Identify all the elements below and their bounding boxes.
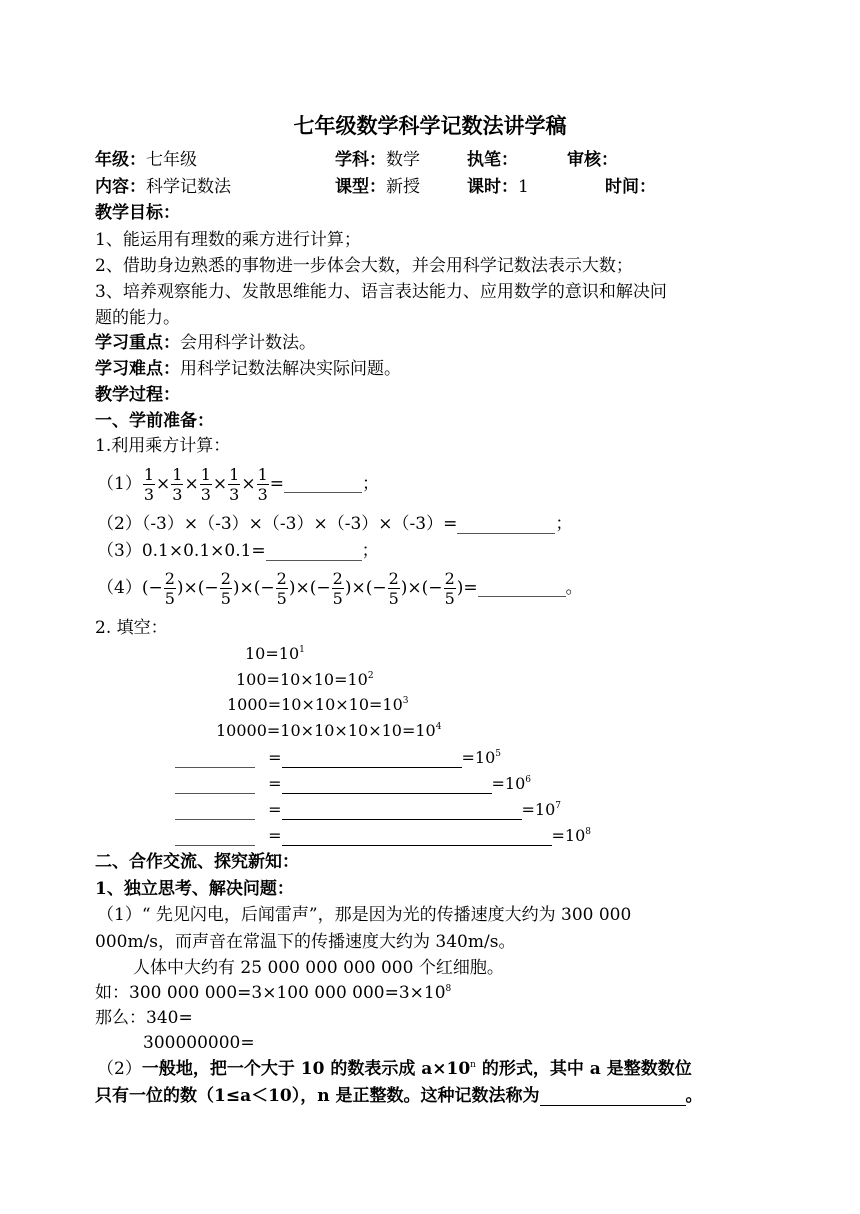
section1-heading: 一、学前准备： <box>95 411 214 431</box>
question-1: 1.利用乘方计算： <box>95 436 231 456</box>
definition-line-2: 只有一位的数（1≤a＜10），n 是正整数。这种记数法称为 。 <box>95 1086 703 1106</box>
power-line-4: $10000=10\times 10\times 10\times 10=10^4$ <box>216 721 442 740</box>
example-line: 如：300 000 000=3×100 000 $000=3\times 10^8$ <box>95 983 452 1003</box>
key-point-text: 会用科学计数法。 <box>180 333 316 353</box>
close-paren: ) <box>288 578 296 598</box>
period-field <box>467 177 529 197</box>
close-paren: ) <box>456 578 464 598</box>
fraction: $\frac{2}{5}$ <box>332 568 343 608</box>
subject-label: 学科： <box>335 150 386 170</box>
open-paren: (− <box>141 578 163 598</box>
power-line-2: $100=10\times 10=10^2$ <box>236 670 374 689</box>
problem-3-text: （3）0.1×0.1×0.1= <box>97 541 266 561</box>
period: 。 <box>565 578 583 598</box>
answer-blank[interactable] <box>175 777 255 794</box>
times-sign: × <box>212 474 228 494</box>
problem-3 <box>97 541 379 561</box>
power-blank-row-7: = $=10^7$ <box>175 800 561 820</box>
answer-blank[interactable] <box>175 829 255 846</box>
paragraph-1b: 000m/s，而声音在常温下的传播速度大约为 340m/s。 <box>95 932 516 952</box>
answer-blank[interactable] <box>284 476 362 493</box>
process-heading: 教学过程： <box>95 385 180 405</box>
big-number-line: 300000000= <box>143 1033 255 1053</box>
difficulty <box>95 359 401 379</box>
content-value: 科学记数法 <box>146 177 231 197</box>
answer-blank[interactable] <box>175 751 255 768</box>
close-paren: ) <box>232 578 240 598</box>
answer-blank[interactable] <box>478 580 566 597</box>
definition-line-1: （2）一般地，把一个大于 10 的数表示成 $a\times 10^n$ 的形式，其中 a 是整数数位 <box>97 1059 692 1079</box>
paragraph-2: 人体中大约有 25 000 000 000 000 个红细胞。 <box>133 958 504 978</box>
power-line-3: $1000=10\times 10\times 10=10^3$ <box>227 695 409 714</box>
equals-sign: = <box>269 474 285 494</box>
goals-heading: 教学目标： <box>95 203 180 223</box>
fraction: $\frac{2}{5}$ <box>276 568 287 608</box>
semicolon: ； <box>555 514 573 534</box>
goal-item-3a: 3、培养观察能力、发散思维能力、语言表达能力、应用数学的意识和解决问 <box>95 282 667 302</box>
answer-blank[interactable] <box>282 829 552 846</box>
subject-field <box>335 150 420 170</box>
content-field <box>95 177 231 197</box>
section2-sub1: 1、独立思考、解决问题： <box>95 879 294 899</box>
type-label: 课型： <box>335 177 386 197</box>
difficulty-label: 学习难点： <box>95 359 180 379</box>
problem-2 <box>97 514 572 534</box>
semicolon: ； <box>361 541 379 561</box>
problem-1 <box>97 462 379 506</box>
type-field <box>335 177 420 197</box>
open-paren: (− <box>421 578 443 598</box>
open-paren: (− <box>365 578 387 598</box>
goal-item-2: 2、借助身边熟悉的事物进一步体会大数，并会用科学记数法表示大数； <box>95 256 633 276</box>
fraction: $\frac{2}{5}$ <box>388 568 399 608</box>
paragraph-1a: （1）“ 先见闪电，后闻雷声”，那是因为光的传播速度大约为 300 000 <box>97 905 632 925</box>
answer-blank[interactable] <box>540 1089 686 1106</box>
close-paren: ) <box>344 578 352 598</box>
content-label: 内容： <box>95 177 146 197</box>
times-sign: × <box>295 578 310 598</box>
time-label: 时间： <box>605 177 656 197</box>
open-paren: (− <box>197 578 219 598</box>
times-sign: × <box>156 474 171 494</box>
equals-sign: = <box>463 578 478 598</box>
power-blank-row-6: = $=10^6$ <box>175 774 531 794</box>
grade-label: 年级： <box>95 150 146 170</box>
problem-2-text: （2）（-3）×（-3）×（-3）×（-3）×（-3）= <box>97 514 458 534</box>
problem-1-label: （1） <box>97 474 142 494</box>
close-paren: ) <box>176 578 184 598</box>
fraction: $\frac{1}{3}$ <box>172 464 183 504</box>
times-sign: × <box>407 578 422 598</box>
period-value: 1 <box>518 177 529 197</box>
difficulty-text: 用科学记数法解决实际问题。 <box>180 359 401 379</box>
fraction: $\frac{2}{5}$ <box>220 568 231 608</box>
grade-field <box>95 150 197 170</box>
power-line-1: $10=10^1$ <box>245 644 305 663</box>
times-sign: × <box>184 474 199 494</box>
fraction: $\frac{1}{3}$ <box>200 464 211 504</box>
times-sign: × <box>239 578 254 598</box>
type-value: 新授 <box>386 177 420 197</box>
problem-4-label: （4） <box>97 578 142 598</box>
open-paren: (− <box>309 578 331 598</box>
answer-blank[interactable] <box>282 777 492 794</box>
problem-4 <box>97 566 583 610</box>
fraction: $\frac{1}{3}$ <box>143 464 155 504</box>
period-label: 课时： <box>467 177 518 197</box>
question-2: 2. 填空： <box>95 618 168 638</box>
fraction: $\frac{1}{3}$ <box>229 464 240 504</box>
review-label: 审核： <box>567 150 618 170</box>
answer-blank[interactable] <box>175 803 255 820</box>
power-blank-row-8: = $=10^8$ <box>175 826 591 846</box>
author-label: 执笔： <box>467 150 518 170</box>
answer-blank[interactable] <box>457 517 555 534</box>
goal-item-1: 1、能运用有理数的乘方进行计算； <box>95 230 361 250</box>
fraction: $\frac{2}{5}$ <box>164 568 175 608</box>
answer-blank[interactable] <box>282 803 522 820</box>
times-sign: × <box>183 578 198 598</box>
fraction: $\frac{1}{3}$ <box>257 464 268 504</box>
semicolon: ； <box>362 474 380 494</box>
fraction: $\frac{2}{5}$ <box>444 568 455 608</box>
goal-item-3b: 题的能力。 <box>95 308 180 328</box>
times-sign: × <box>351 578 366 598</box>
page-title: 七年级数学科学记数法讲学稿 <box>293 113 567 138</box>
grade-value: 七年级 <box>146 150 197 170</box>
times-sign: × <box>241 474 256 494</box>
power-blank-row-5: = $=10^5$ <box>175 748 501 768</box>
close-paren: ) <box>400 578 408 598</box>
open-paren: (− <box>253 578 275 598</box>
answer-blank[interactable] <box>266 544 362 561</box>
then-line: 那么：340= <box>95 1008 193 1028</box>
key-point <box>95 333 316 353</box>
answer-blank[interactable] <box>282 751 462 768</box>
key-point-label: 学习重点： <box>95 333 180 353</box>
section2-heading: 二、合作交流、探究新知： <box>95 852 299 872</box>
subject-value: 数学 <box>386 150 420 170</box>
